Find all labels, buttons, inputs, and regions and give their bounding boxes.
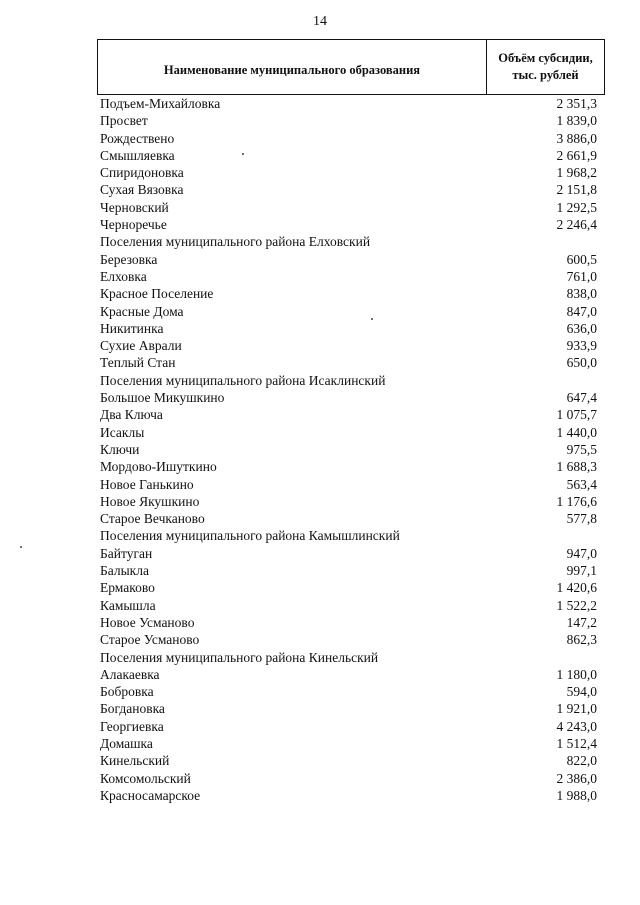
group-heading-row: [97, 233, 605, 250]
table-row: [97, 337, 605, 354]
row-value: 1 075,7: [556, 407, 597, 423]
row-value: 650,0: [566, 355, 597, 371]
table-row: [97, 354, 605, 371]
row-name: Новое Якушкино: [100, 493, 200, 509]
row-name: Сухая Вязовка: [100, 182, 184, 198]
row-name: Красные Дома: [100, 303, 184, 319]
row-name: Старое Вечканово: [100, 511, 205, 527]
group-heading-row: [97, 372, 605, 389]
row-value: 975,5: [566, 441, 597, 457]
table-row: [97, 493, 605, 510]
row-value: 2 661,9: [556, 147, 597, 163]
row-value: 1 176,6: [556, 493, 597, 509]
row-name: Красное Поселение: [100, 286, 214, 302]
table-row: [97, 562, 605, 579]
row-value: 1 839,0: [556, 113, 597, 129]
row-value: 997,1: [566, 563, 597, 579]
row-name: Большое Микушкино: [100, 390, 225, 406]
row-name: Георгиевка: [100, 718, 164, 734]
scan-speck: [371, 318, 373, 320]
row-name: Никитинка: [100, 320, 164, 336]
table-row: [97, 752, 605, 769]
row-value: 838,0: [566, 286, 597, 302]
row-value: 847,0: [566, 303, 597, 319]
row-name: Новое Усманово: [100, 614, 195, 630]
row-value: 933,9: [566, 338, 597, 354]
table-row: [97, 406, 605, 423]
scan-speck: [20, 546, 22, 548]
row-name: Мордово-Ишуткино: [100, 459, 217, 475]
table-row: [97, 545, 605, 562]
table-row: [97, 130, 605, 147]
row-value: 1 921,0: [556, 701, 597, 717]
table-row: [97, 666, 605, 683]
row-name: Черновский: [100, 199, 169, 215]
row-value: 1 522,2: [556, 597, 597, 613]
row-name: Камышла: [100, 597, 156, 613]
row-value: 577,8: [566, 511, 597, 527]
row-value: 2 351,3: [556, 96, 597, 111]
row-value: 147,2: [566, 614, 597, 630]
row-value: 636,0: [566, 320, 597, 336]
row-name: Поселения муниципального района Исаклинский: [100, 372, 386, 388]
table-row: [97, 683, 605, 700]
row-name: Кинельский: [100, 753, 170, 769]
row-value: 1 512,4: [556, 735, 597, 751]
table-row: [97, 510, 605, 527]
row-value: 1 292,5: [556, 199, 597, 215]
row-name: Поселения муниципального района Елховский: [100, 234, 371, 250]
row-value: 1 688,3: [556, 459, 597, 475]
row-name: Черноречье: [100, 217, 167, 233]
table-row: [97, 268, 605, 285]
row-name: Теплый Стан: [100, 355, 176, 371]
table-row: [97, 251, 605, 268]
table-row: [97, 181, 605, 198]
row-value: 647,4: [566, 390, 597, 406]
group-heading-row: [97, 527, 605, 544]
row-name: Ермаково: [100, 580, 155, 596]
table-row: [97, 614, 605, 631]
row-name: Алакаевка: [100, 666, 160, 682]
row-value: 1 988,0: [556, 787, 597, 803]
row-value: 1 180,0: [556, 666, 597, 682]
row-value: 1 968,2: [556, 165, 597, 181]
table-row: [97, 95, 605, 112]
table-row: [97, 735, 605, 752]
table-row: [97, 441, 605, 458]
table-row: [97, 458, 605, 475]
row-name: Байтуган: [100, 545, 153, 561]
table-row: [97, 147, 605, 164]
row-name: Спиридоновка: [100, 165, 184, 181]
table-row: [97, 631, 605, 648]
table-row: [97, 303, 605, 320]
table-header: [97, 39, 605, 95]
table-row: [97, 285, 605, 302]
row-value: 862,3: [566, 632, 597, 648]
table-row: [97, 787, 605, 804]
row-name: Комсомольский: [100, 770, 191, 786]
row-value: 1 420,6: [556, 580, 597, 596]
table-row: [97, 770, 605, 787]
table-row: [97, 320, 605, 337]
row-value: 4 243,0: [556, 718, 597, 734]
table-row: [97, 216, 605, 233]
row-name: Богдановка: [100, 701, 165, 717]
row-value: 3 886,0: [556, 130, 597, 146]
row-value: 1 440,0: [556, 424, 597, 440]
row-name: Балыкла: [100, 563, 149, 579]
row-name: Два Ключа: [100, 407, 163, 423]
row-name: Новое Ганькино: [100, 476, 194, 492]
table-body: [97, 95, 605, 804]
row-name: Сухие Аврали: [100, 338, 182, 354]
row-name: Поселения муниципального района Кинельский: [100, 649, 379, 665]
header-value-line1: Объём субсидии,: [498, 51, 593, 65]
row-value: 594,0: [566, 684, 597, 700]
row-name: Смышляевка: [100, 147, 175, 163]
scan-speck: [242, 153, 244, 155]
header-value-line2: тыс. рублей: [512, 68, 579, 82]
row-value: 2 151,8: [556, 182, 597, 198]
table-row: [97, 199, 605, 216]
row-name: Старое Усманово: [100, 632, 200, 648]
row-value: 563,4: [566, 476, 597, 492]
group-heading-row: [97, 649, 605, 666]
row-name: Красносамарское: [100, 787, 201, 803]
row-name: Просвет: [100, 113, 148, 129]
table-row: [97, 700, 605, 717]
table-row: [97, 597, 605, 614]
header-value-column: [487, 40, 604, 94]
row-value: 761,0: [566, 268, 597, 284]
row-value: 2 386,0: [556, 770, 597, 786]
row-name: Березовка: [100, 251, 158, 267]
table-row: [97, 476, 605, 493]
row-name: Домашка: [100, 735, 153, 751]
row-name: Рождествено: [100, 130, 175, 146]
table-row: [97, 164, 605, 181]
row-name: Елховка: [100, 268, 147, 284]
row-name: Исаклы: [100, 424, 145, 440]
row-name: Ключи: [100, 441, 140, 457]
table-row: [97, 112, 605, 129]
row-name: Поселения муниципального района Камышлинский: [100, 528, 400, 544]
row-value: 2 246,4: [556, 217, 597, 233]
row-value: 600,5: [566, 251, 597, 267]
page-number: 14: [313, 14, 327, 29]
row-name: Бобровка: [100, 684, 154, 700]
table-row: [97, 424, 605, 441]
table-row: [97, 389, 605, 406]
row-value: 822,0: [566, 753, 597, 769]
row-name: Подъем-Михайловка: [100, 96, 221, 111]
header-name-column: Наименование муниципального образования: [98, 40, 487, 94]
table-row: [97, 718, 605, 735]
row-value: 947,0: [566, 545, 597, 561]
table-row: [97, 579, 605, 596]
